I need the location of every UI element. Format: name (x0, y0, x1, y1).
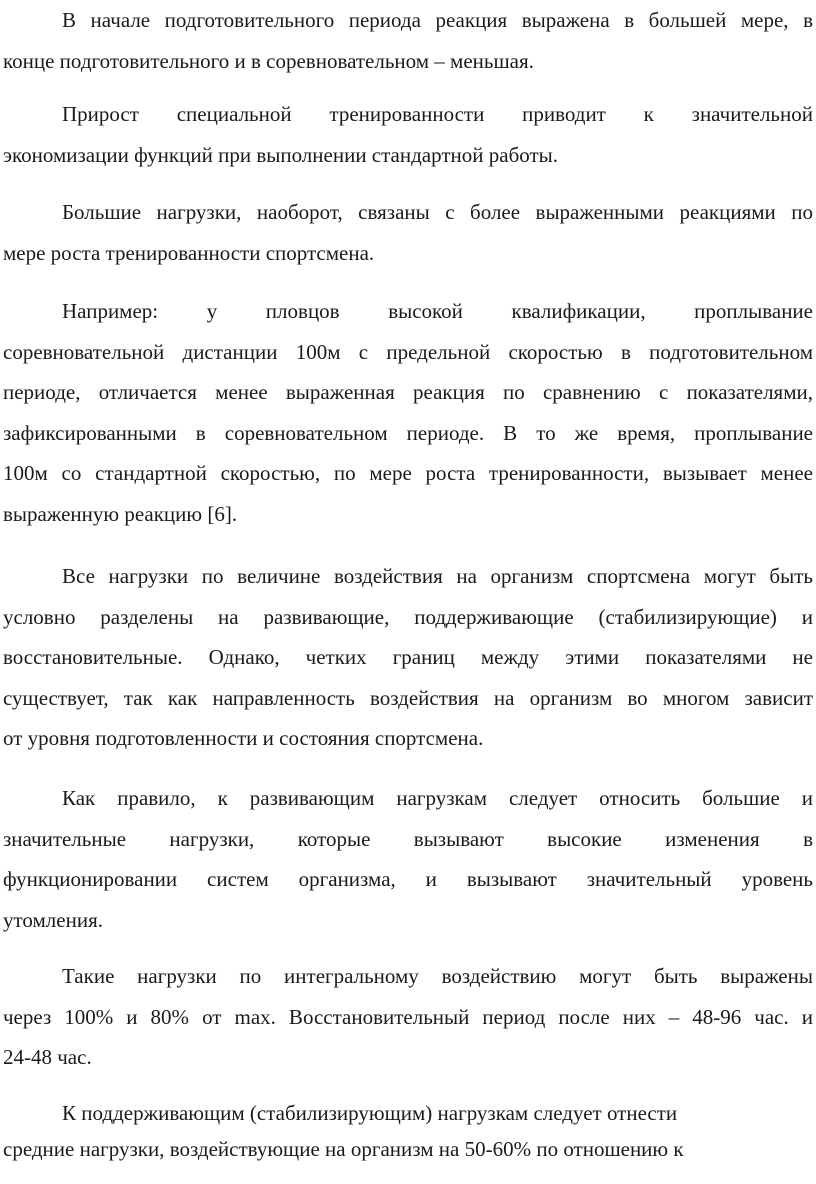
text-line: от уровня подготовленности и состояния спортсмена. (3, 726, 484, 750)
text-line: Например: у пловцов высокой квалификации, проплывание (62, 299, 813, 323)
text-line: через 100% и 80% от max. Восстановительный период после них – 48-96 час. и (3, 1004, 813, 1029)
paragraph-8 (3, 1095, 813, 1167)
paragraph-2 (3, 94, 813, 175)
text-line: конце подготовительного и в соревновательном – меньшая. (3, 48, 534, 73)
paragraph-5 (3, 556, 813, 759)
text-line: условно разделены на развивающие, поддерживающие (стабилизирующие) и (3, 604, 813, 629)
text-line: восстановительные. Однако, четких границ между этими показателями не (3, 645, 813, 669)
text-line: 100м со стандартной скоростью, по мере роста тренированности, вызывает менее (3, 461, 813, 485)
text-line: выраженную реакцию [6]. (3, 501, 238, 526)
paragraph-1 (3, 0, 813, 81)
text-line: периоде, отличается менее выраженная реакция по сравнению с показателями, (3, 380, 813, 404)
text-line: Прирост специальной тренированности приводит к значительной (62, 102, 813, 126)
text-line: мере роста тренированности спортсмена. (3, 240, 375, 265)
text-line: утомления. (3, 907, 103, 932)
text-line: Все нагрузки по величине воздействия на организм спортсмена могут быть (62, 564, 813, 588)
text-line: зафиксированными в соревновательном периоде. В то же время, проплывание (3, 420, 813, 445)
paragraph-3 (3, 192, 813, 273)
text-line: средние нагрузки, воздействующие на организм на 50-60% по отношению к (3, 1137, 684, 1161)
text-line: В начале подготовительного периода реакция выражена в большей мере, в (62, 8, 813, 32)
text-line: Большие нагрузки, наоборот, связаны с более выраженными реакциями по (62, 200, 813, 224)
text-line: Такие нагрузки по интегральному воздействию могут быть выражены (62, 964, 813, 988)
paragraph-6 (3, 778, 813, 940)
paragraph-4 (3, 291, 813, 534)
text-line: соревновательной дистанции 100м с предельной скоростью в подготовительном (3, 339, 813, 364)
text-line: экономизации функций при выполнении стандартной работы. (3, 142, 559, 167)
text-line: функционировании систем организма, и вызывают значительный уровень (3, 867, 813, 891)
paragraph-7 (3, 956, 813, 1078)
text-line: Как правило, к развивающим нагрузкам следует относить большие и (62, 786, 813, 810)
text-line: существует, так как направленность воздействия на организм во многом зависит (3, 685, 813, 710)
text-line: К поддерживающим (стабилизирующим) нагрузкам следует отнести (62, 1101, 678, 1125)
text-line: значительные нагрузки, которые вызывают высокие изменения в (3, 826, 813, 851)
text-line: 24-48 час. (3, 1045, 92, 1069)
